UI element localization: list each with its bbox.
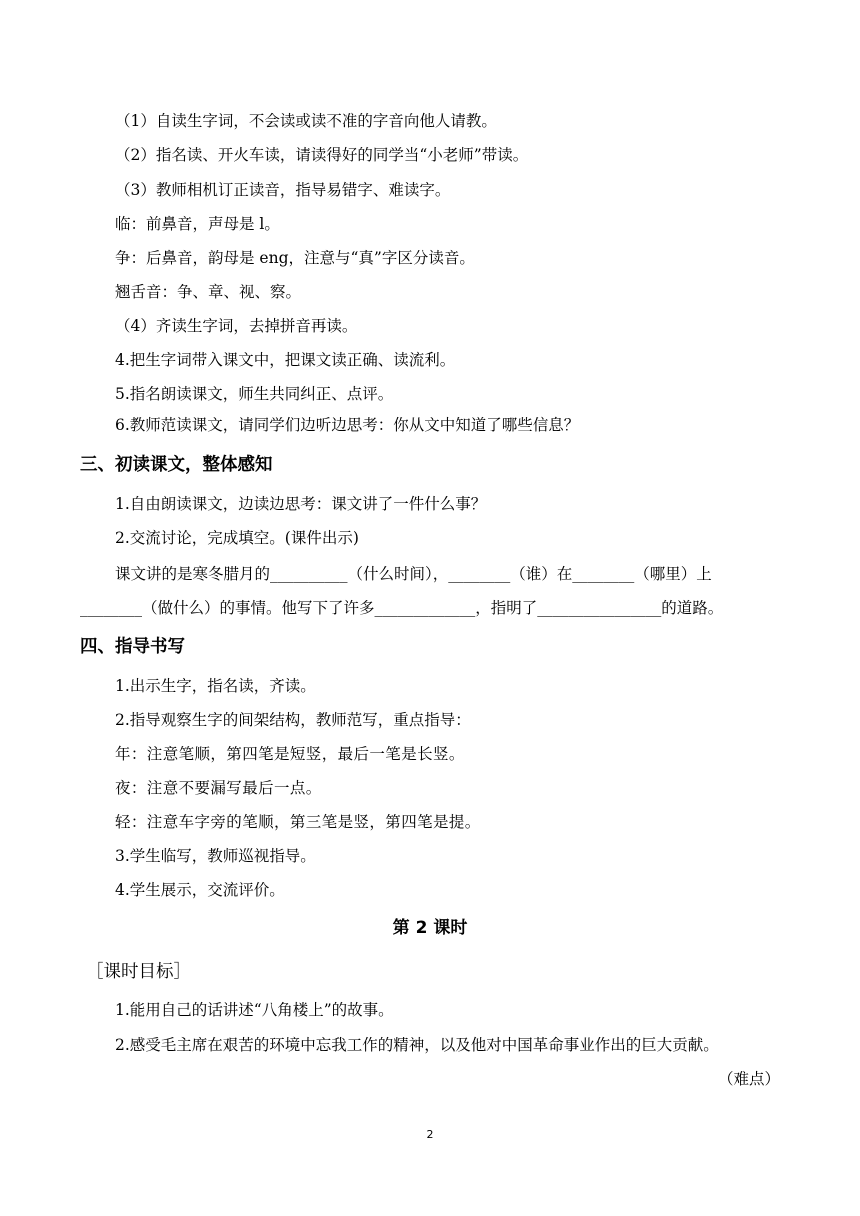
section-4-item-4: 4.学生展示，交流评价。 bbox=[115, 881, 285, 899]
goal-2-difficulty-tag: （难点） bbox=[718, 1070, 781, 1088]
lesson-2-title: 第 2 课时 bbox=[392, 918, 468, 938]
note-qiaoshe: 翘舌音：争、章、视、察。 bbox=[115, 283, 302, 301]
section-3-heading: 三、初读课文，整体感知 bbox=[80, 455, 273, 475]
page-number: 2 bbox=[426, 1128, 434, 1141]
reading-step-1: （1）自读生字词，不会读或读不准的字音向他人请教。 bbox=[115, 112, 497, 130]
paragraph-5: 5.指名朗读课文，师生共同纠正、点评。 bbox=[115, 385, 394, 403]
goal-2: 2.感受毛主席在艰苦的环境中忘我工作的精神，以及他对中国革命事业作出的巨大贡献。 bbox=[115, 1036, 719, 1054]
lesson-goals-heading: ［课时目标］ bbox=[86, 962, 191, 982]
section-4-item-2: 2.指导观察生字的间架结构，教师范写，重点指导： bbox=[115, 711, 471, 729]
note-qing: 轻：注意车字旁的笔顺，第三笔是竖，第四笔是提。 bbox=[115, 813, 481, 831]
note-nian: 年：注意笔顺，第四笔是短竖，最后一笔是长竖。 bbox=[115, 745, 465, 763]
section-3-item-2: 2.交流讨论，完成填空。(课件出示) bbox=[115, 529, 359, 547]
note-ye: 夜：注意不要漏写最后一点。 bbox=[115, 779, 322, 797]
reading-step-3: （3）教师相机订正读音，指导易错字、难读字。 bbox=[115, 181, 451, 199]
section-4-heading: 四、指导书写 bbox=[80, 637, 185, 657]
fill-blank-line-1: 课文讲的是寒冬腊月的__________（什么时间），________（谁）在________（哪里）上 bbox=[115, 565, 712, 583]
section-4-item-3: 3.学生临写，教师巡视指导。 bbox=[115, 847, 316, 865]
section-4-item-1: 1.出示生字，指名读，齐读。 bbox=[115, 677, 316, 695]
fill-blank-line-2: ________（做什么）的事情。他写下了许多_____________，指明了________________的道路。 bbox=[80, 599, 724, 617]
paragraph-6: 6.教师范读课文，请同学们边听边思考：你从文中知道了哪些信息？ bbox=[115, 416, 580, 434]
paragraph-4: 4.把生字词带入课文中，把课文读正确、读流利。 bbox=[115, 351, 456, 369]
note-lin: 临：前鼻音，声母是 l。 bbox=[115, 215, 280, 233]
section-3-item-1: 1.自由朗读课文，边读边思考：课文讲了一件什么事？ bbox=[115, 495, 487, 513]
reading-step-2: （2）指名读、开火车读，请读得好的同学当“小老师”带读。 bbox=[115, 146, 529, 164]
goal-1: 1.能用自己的话讲述“八角楼上”的故事。 bbox=[115, 1001, 394, 1019]
note-zheng: 争：后鼻音，韵母是 eng，注意与“真”字区分读音。 bbox=[115, 249, 475, 267]
reading-step-4: （4）齐读生字词，去掉拼音再读。 bbox=[115, 317, 358, 335]
